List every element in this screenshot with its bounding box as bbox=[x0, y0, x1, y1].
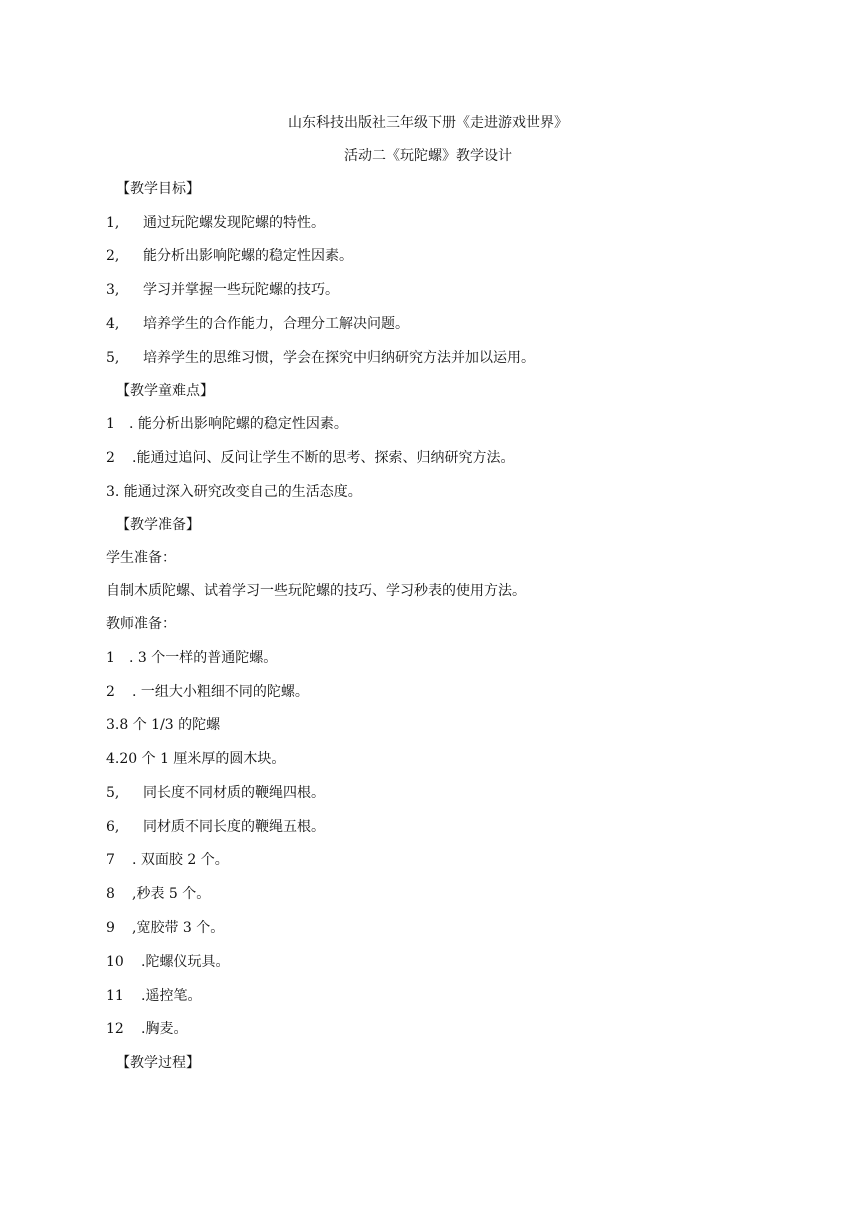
student-prep-label: 学生准备： bbox=[106, 550, 176, 566]
list-text: 4.20 个 1 厘米厚的圆木块。 bbox=[106, 751, 286, 767]
section-heading-difficulties: 【教学童难点】 bbox=[116, 383, 214, 399]
list-text: . 双面胶 2 个。 bbox=[132, 852, 229, 868]
list-text: . 能分析出影响陀螺的稳定性因素。 bbox=[129, 416, 348, 432]
list-number: 11 bbox=[106, 988, 124, 1004]
list-text: 3. 能通过深入研究改变自己的生活态度。 bbox=[106, 484, 362, 500]
list-text: .能通过追问、反问让学生不断的思考、探索、归纳研究方法。 bbox=[132, 450, 515, 466]
list-number: 1 bbox=[106, 650, 115, 666]
list-text: 培养学生的合作能力，合理分工解决问题。 bbox=[143, 316, 409, 332]
list-number: 10 bbox=[106, 954, 124, 970]
list-number: 8 bbox=[106, 886, 115, 902]
teacher-prep-label: 教师准备： bbox=[106, 616, 176, 632]
list-number: 7 bbox=[106, 852, 115, 868]
list-number: 9 bbox=[106, 920, 115, 936]
list-text: . 3 个一样的普通陀螺。 bbox=[129, 650, 278, 666]
section-heading-prep: 【教学准备】 bbox=[116, 517, 200, 533]
list-text: 学习并掌握一些玩陀螺的技巧。 bbox=[143, 282, 339, 298]
list-number: 5, bbox=[106, 350, 120, 366]
list-text: 能分析出影响陀螺的稳定性因素。 bbox=[143, 248, 353, 264]
list-text: 同长度不同材质的鞭绳四根。 bbox=[143, 785, 325, 801]
list-number: 1 bbox=[106, 416, 115, 432]
section-heading-process: 【教学过程】 bbox=[116, 1055, 200, 1071]
list-number: 2, bbox=[106, 248, 120, 264]
list-number: 4, bbox=[106, 316, 120, 332]
list-text: . 一组大小粗细不同的陀螺。 bbox=[132, 684, 309, 700]
section-heading-goals: 【教学目标】 bbox=[116, 181, 200, 197]
list-number: 1, bbox=[106, 215, 120, 231]
list-text: ,秒表 5 个。 bbox=[132, 886, 211, 902]
list-number: 2 bbox=[106, 450, 115, 466]
list-number: 2 bbox=[106, 684, 115, 700]
list-number: 5, bbox=[106, 785, 120, 801]
title-line-2: 活动二《玩陀螺》教学设计 bbox=[344, 148, 512, 164]
list-number: 3, bbox=[106, 282, 120, 298]
list-number: 12 bbox=[106, 1021, 124, 1037]
list-text: .胸麦。 bbox=[141, 1021, 188, 1037]
list-text: 同材质不同长度的鞭绳五根。 bbox=[143, 819, 325, 835]
list-text: 3.8 个 1/3 的陀螺 bbox=[106, 717, 221, 733]
list-number: 6, bbox=[106, 819, 120, 835]
student-prep-text: 自制木质陀螺、试着学习一些玩陀螺的技巧、学习秒表的使用方法。 bbox=[106, 583, 526, 599]
list-text: 通过玩陀螺发现陀螺的特性。 bbox=[143, 215, 325, 231]
list-text: ,宽胶带 3 个。 bbox=[132, 920, 225, 936]
list-text: .遥控笔。 bbox=[141, 988, 202, 1004]
list-text: 培养学生的思维习惯，学会在探究中归纳研究方法并加以运用。 bbox=[143, 350, 535, 366]
title-line-1: 山东科技出版社三年级下册《走进游戏世界》 bbox=[288, 115, 568, 131]
list-text: .陀螺仪玩具。 bbox=[141, 954, 230, 970]
